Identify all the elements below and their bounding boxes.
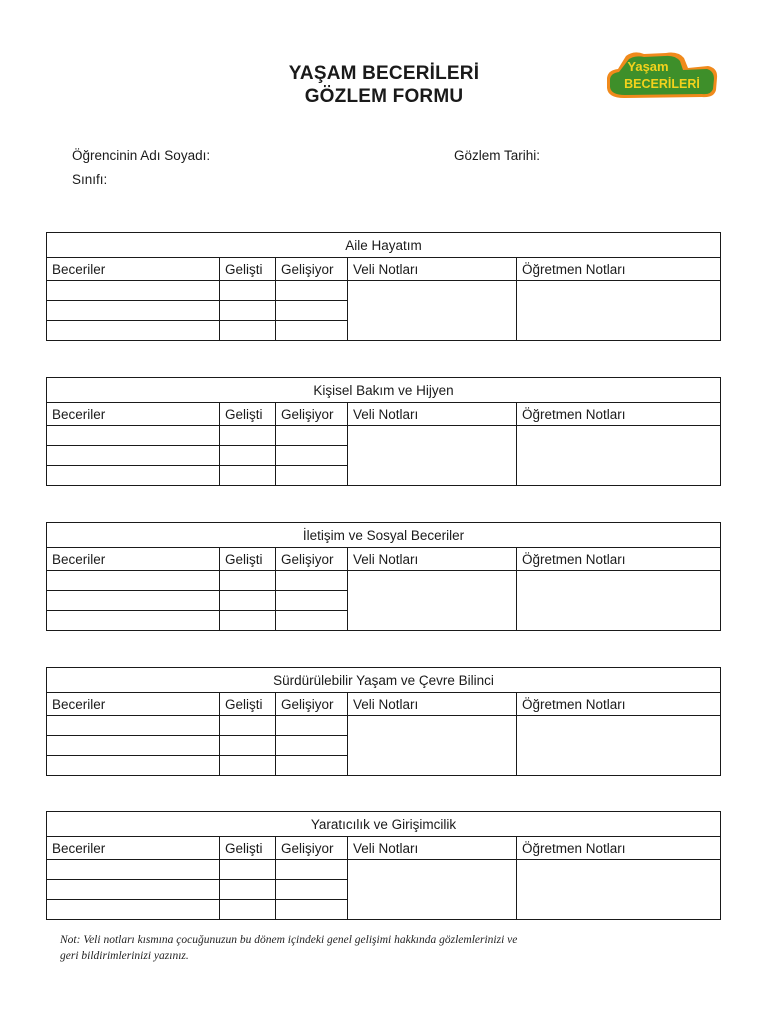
note-line-2: geri bildirimlerinizi yazınız.: [60, 950, 189, 962]
section-title: Sürdürülebilir Yaşam ve Çevre Bilinci: [47, 668, 721, 693]
skill-cell[interactable]: [47, 880, 220, 900]
developed-cell[interactable]: [220, 860, 276, 880]
title-line-2: GÖZLEM FORMU: [304, 86, 464, 107]
logo-line-1: Yaşam: [627, 59, 669, 74]
col-developing: Gelişiyor: [276, 548, 348, 571]
col-developed: Gelişti: [220, 258, 276, 281]
col-teacher-notes: Öğretmen Notları: [517, 837, 721, 860]
developing-cell[interactable]: [276, 426, 348, 446]
teacher-notes-cell[interactable]: [517, 860, 721, 920]
observation-table: [46, 667, 720, 776]
col-teacher-notes: Öğretmen Notları: [517, 548, 721, 571]
footer-note: [60, 932, 660, 964]
developing-cell[interactable]: [276, 860, 348, 880]
developing-cell[interactable]: [276, 321, 348, 341]
observation-table: [46, 232, 720, 341]
developed-cell[interactable]: [220, 466, 276, 486]
section-table: [46, 667, 721, 776]
section-title: Yaratıcılık ve Girişimcilik: [47, 812, 721, 837]
parent-notes-cell[interactable]: [348, 716, 517, 776]
skill-cell[interactable]: [47, 466, 220, 486]
observation-date-label: Gözlem Tarihi:: [454, 148, 541, 163]
title-line-1: YAŞAM BECERİLERİ: [288, 63, 480, 84]
skill-cell[interactable]: [47, 281, 220, 301]
skill-cell[interactable]: [47, 900, 220, 920]
col-parent-notes: Veli Notları: [348, 403, 517, 426]
observation-table: [46, 377, 720, 486]
skill-cell[interactable]: [47, 756, 220, 776]
note-line-1: Not: Veli notları kısmına çocuğunuzun bu dönem içindeki genel gelişimi hakkında gözlemlerinizi ve: [60, 934, 518, 946]
skill-cell[interactable]: [47, 611, 220, 631]
col-developing: Gelişiyor: [276, 693, 348, 716]
observation-table: [46, 811, 720, 920]
col-developed: Gelişti: [220, 693, 276, 716]
col-teacher-notes: Öğretmen Notları: [517, 693, 721, 716]
skill-cell[interactable]: [47, 716, 220, 736]
skill-cell[interactable]: [47, 571, 220, 591]
skill-cell[interactable]: [47, 736, 220, 756]
section-title: İletişim ve Sosyal Beceriler: [47, 523, 721, 548]
col-parent-notes: Veli Notları: [348, 548, 517, 571]
parent-notes-cell[interactable]: [348, 426, 517, 486]
col-developing: Gelişiyor: [276, 837, 348, 860]
developed-cell[interactable]: [220, 281, 276, 301]
teacher-notes-cell[interactable]: [517, 281, 721, 341]
developing-cell[interactable]: [276, 591, 348, 611]
teacher-notes-cell[interactable]: [517, 426, 721, 486]
col-teacher-notes: Öğretmen Notları: [517, 403, 721, 426]
section-title: Aile Hayatım: [47, 233, 721, 258]
logo-line-2: BECERİLERİ: [624, 77, 700, 91]
col-developed: Gelişti: [220, 548, 276, 571]
section-table: [46, 232, 721, 341]
col-skills: Beceriler: [47, 403, 220, 426]
parent-notes-cell[interactable]: [348, 281, 517, 341]
col-skills: Beceriler: [47, 693, 220, 716]
developed-cell[interactable]: [220, 426, 276, 446]
section-table: [46, 811, 721, 920]
col-parent-notes: Veli Notları: [348, 837, 517, 860]
section-table: [46, 377, 721, 486]
col-parent-notes: Veli Notları: [348, 258, 517, 281]
parent-notes-cell[interactable]: [348, 571, 517, 631]
skill-cell[interactable]: [47, 860, 220, 880]
developing-cell[interactable]: [276, 736, 348, 756]
col-developed: Gelişti: [220, 403, 276, 426]
col-developing: Gelişiyor: [276, 403, 348, 426]
col-skills: Beceriler: [47, 258, 220, 281]
col-teacher-notes: Öğretmen Notları: [517, 258, 721, 281]
col-skills: Beceriler: [47, 837, 220, 860]
developing-cell[interactable]: [276, 611, 348, 631]
col-developing: Gelişiyor: [276, 258, 348, 281]
developing-cell[interactable]: [276, 301, 348, 321]
parent-notes-cell[interactable]: [348, 860, 517, 920]
developing-cell[interactable]: [276, 716, 348, 736]
developed-cell[interactable]: [220, 716, 276, 736]
student-name-label: Öğrencinin Adı Soyadı:: [72, 148, 211, 163]
developed-cell[interactable]: [220, 446, 276, 466]
developed-cell[interactable]: [220, 900, 276, 920]
teacher-notes-cell[interactable]: [517, 716, 721, 776]
skill-cell[interactable]: [47, 446, 220, 466]
developed-cell[interactable]: [220, 321, 276, 341]
col-skills: Beceriler: [47, 548, 220, 571]
section-title: Kişisel Bakım ve Hijyen: [47, 378, 721, 403]
observation-table: [46, 522, 720, 631]
developing-cell[interactable]: [276, 281, 348, 301]
developed-cell[interactable]: [220, 880, 276, 900]
skill-cell[interactable]: [47, 321, 220, 341]
developing-cell[interactable]: [276, 900, 348, 920]
developed-cell[interactable]: [220, 571, 276, 591]
developed-cell[interactable]: [220, 591, 276, 611]
developing-cell[interactable]: [276, 880, 348, 900]
developed-cell[interactable]: [220, 611, 276, 631]
developing-cell[interactable]: [276, 446, 348, 466]
developed-cell[interactable]: [220, 301, 276, 321]
yasam-becerileri-logo: [604, 50, 720, 100]
developing-cell[interactable]: [276, 466, 348, 486]
col-developed: Gelişti: [220, 837, 276, 860]
class-label: Sınıfı:: [72, 172, 108, 187]
teacher-notes-cell[interactable]: [517, 571, 721, 631]
skill-cell[interactable]: [47, 301, 220, 321]
developed-cell[interactable]: [220, 756, 276, 776]
section-table: [46, 522, 721, 631]
col-parent-notes: Veli Notları: [348, 693, 517, 716]
developed-cell[interactable]: [220, 736, 276, 756]
skill-cell[interactable]: [47, 426, 220, 446]
skill-cell[interactable]: [47, 591, 220, 611]
developing-cell[interactable]: [276, 756, 348, 776]
developing-cell[interactable]: [276, 571, 348, 591]
